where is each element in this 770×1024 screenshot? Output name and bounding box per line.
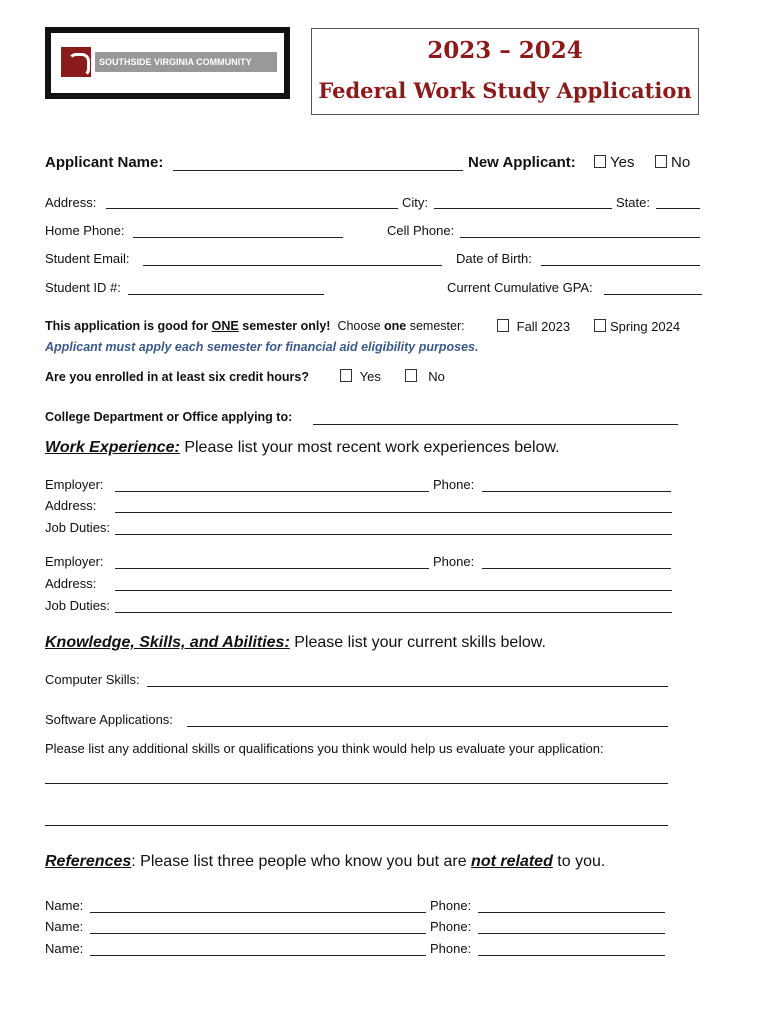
state-field[interactable] xyxy=(656,208,700,209)
reference-phone-field[interactable] xyxy=(478,933,665,934)
yes-label: Yes xyxy=(359,369,381,384)
employer-address-label: Address: xyxy=(45,498,97,513)
additional-skills-field[interactable] xyxy=(45,825,668,826)
reference-phone-label: Phone: xyxy=(430,919,472,934)
gpa-label: Current Cumulative GPA: xyxy=(447,280,593,295)
references-heading: References: Please list three people who know you but are not related to you. xyxy=(45,853,606,870)
dob-label: Date of Birth: xyxy=(456,251,532,266)
employer-phone-field[interactable] xyxy=(482,491,671,492)
city-label: City: xyxy=(402,195,428,210)
email-label: Student Email: xyxy=(45,251,130,266)
software-label: Software Applications: xyxy=(45,712,173,727)
logo-text: SOUTHSIDE VIRGINIA COMMUNITY COLLEGE xyxy=(95,52,277,72)
address-field[interactable] xyxy=(106,208,398,209)
new-applicant-no[interactable] xyxy=(655,154,690,171)
checkbox-icon[interactable] xyxy=(340,369,352,382)
college-logo xyxy=(45,27,290,99)
employer-address-field[interactable] xyxy=(115,590,672,591)
semester-statement: This application is good for ONE semester only! Choose one semester: xyxy=(45,319,465,333)
employer-phone-label: Phone: xyxy=(433,477,475,492)
home-phone-field[interactable] xyxy=(133,237,343,238)
checkbox-icon[interactable] xyxy=(594,155,606,168)
enrolled-question: Are you enrolled in at least six credit hours? xyxy=(45,370,309,384)
new-applicant-yes[interactable] xyxy=(594,154,634,171)
college-logo-icon xyxy=(61,47,91,77)
reference-phone-label: Phone: xyxy=(430,898,472,913)
title-box xyxy=(311,28,699,115)
dob-field[interactable] xyxy=(541,265,700,266)
cell-phone-field[interactable] xyxy=(460,237,700,238)
new-applicant-label: New Applicant: xyxy=(468,154,576,171)
checkbox-icon[interactable] xyxy=(594,319,606,332)
spring-option[interactable] xyxy=(594,319,680,334)
fall-label: Fall 2023 xyxy=(516,319,571,334)
job-duties-label: Job Duties: xyxy=(45,520,111,535)
no-label: No xyxy=(671,154,691,171)
address-label: Address: xyxy=(45,195,97,210)
student-id-field[interactable] xyxy=(128,294,324,295)
reference-name-field[interactable] xyxy=(90,955,426,956)
reference-name-label: Name: xyxy=(45,898,84,913)
state-label: State: xyxy=(616,195,650,210)
yes-label: Yes xyxy=(610,154,635,171)
department-field[interactable] xyxy=(313,424,678,425)
employer-label: Employer: xyxy=(45,477,104,492)
checkbox-icon[interactable] xyxy=(655,155,667,168)
checkbox-icon[interactable] xyxy=(497,319,509,332)
reference-name-label: Name: xyxy=(45,941,84,956)
applicant-name-label: Applicant Name: xyxy=(45,154,164,171)
spring-label: Spring 2024 xyxy=(610,319,681,334)
job-duties-field[interactable] xyxy=(115,534,672,535)
student-id-label: Student ID #: xyxy=(45,280,121,295)
gpa-field[interactable] xyxy=(604,294,702,295)
work-experience-heading: Work Experience: Please list your most recent work experiences below. xyxy=(45,439,560,456)
home-phone-label: Home Phone: xyxy=(45,223,125,238)
employer-phone-field[interactable] xyxy=(482,568,671,569)
reference-name-field[interactable] xyxy=(90,933,426,934)
cell-phone-label: Cell Phone: xyxy=(387,223,455,238)
reference-phone-label: Phone: xyxy=(430,941,472,956)
checkbox-icon[interactable] xyxy=(405,369,417,382)
additional-skills-field[interactable] xyxy=(45,783,668,784)
no-label: No xyxy=(428,369,445,384)
employer-field[interactable] xyxy=(115,491,429,492)
additional-skills-label: Please list any additional skills or qualifications you think would help us evaluate your application: xyxy=(45,741,604,756)
reference-phone-field[interactable] xyxy=(478,955,665,956)
employer-address-field[interactable] xyxy=(115,512,672,513)
ksa-heading: Knowledge, Skills, and Abilities: Please list your current skills below. xyxy=(45,634,546,651)
eligibility-note: Applicant must apply each semester for financial aid eligibility purposes. xyxy=(45,340,479,354)
software-field[interactable] xyxy=(187,726,668,727)
computer-skills-field[interactable] xyxy=(147,686,668,687)
enrolled-no[interactable] xyxy=(405,369,445,384)
employer-label: Employer: xyxy=(45,554,104,569)
reference-name-label: Name: xyxy=(45,919,84,934)
employer-phone-label: Phone: xyxy=(433,554,475,569)
form-title: Federal Work Study Application xyxy=(318,78,692,103)
email-field[interactable] xyxy=(143,265,442,266)
employer-field[interactable] xyxy=(115,568,429,569)
employer-address-label: Address: xyxy=(45,576,97,591)
job-duties-field[interactable] xyxy=(115,612,672,613)
department-label: College Department or Office applying to: xyxy=(45,410,293,424)
job-duties-label: Job Duties: xyxy=(45,598,111,613)
reference-phone-field[interactable] xyxy=(478,912,665,913)
enrolled-yes[interactable] xyxy=(340,369,381,384)
reference-name-field[interactable] xyxy=(90,912,426,913)
title-year: 2023 – 2024 xyxy=(427,37,583,64)
city-field[interactable] xyxy=(434,208,612,209)
computer-skills-label: Computer Skills: xyxy=(45,672,140,687)
applicant-name-field[interactable] xyxy=(173,170,463,171)
fall-option[interactable] xyxy=(497,319,570,334)
